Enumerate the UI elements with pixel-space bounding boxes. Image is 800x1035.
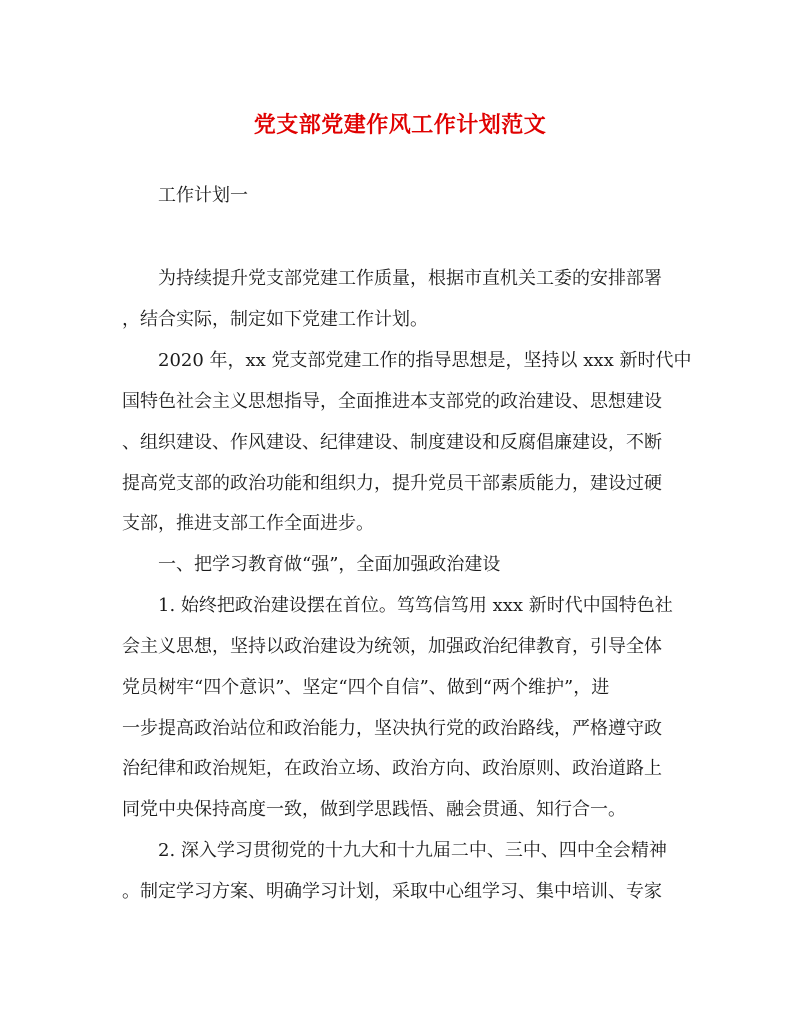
paragraph-line: ，结合实际，制定如下党建工作计划。 xyxy=(122,309,428,330)
document-title: 党支部党建作风工作计划范文 xyxy=(253,112,547,138)
section-heading: 一、把学习教育做“强”，全面加强政治建设 xyxy=(158,554,501,575)
paragraph-line: 2020 年，xx 党支部党建工作的指导思想是，坚持以 xxx 新时代中 xyxy=(158,350,692,371)
paragraph-line: 支部，推进支部工作全面进步。 xyxy=(122,513,374,534)
paragraph-line: 1. 始终把政治建设摆在首位。笃笃信笃用 xxx 新时代中国特色社 xyxy=(158,595,673,616)
paragraph-line: 会主义思想，坚持以政治建设为统领，加强政治纪律教育，引导全体 xyxy=(122,636,662,657)
paragraph-line: 治纪律和政治规矩，在政治立场、政治方向、政治原则、政治道路上 xyxy=(122,758,662,779)
paragraph-line: 党员树牢“四个意识”、坚定“四个自信”、做到“两个维护”，进 xyxy=(122,677,610,698)
paragraph-line: 2. 深入学习贯彻党的十九大和十九届二中、三中、四中全会精神 xyxy=(158,840,667,861)
paragraph-line: 。制定学习方案、明确学习计划，采取中心组学习、集中培训、专家 xyxy=(122,881,662,902)
paragraph-line: 、组织建设、作风建设、纪律建设、制度建设和反腐倡廉建设，不断 xyxy=(122,432,662,453)
paragraph-line: 国特色社会主义思想指导，全面推进本支部党的政治建设、思想建设 xyxy=(122,391,662,412)
paragraph-line: 为持续提升党支部党建工作质量，根据市直机关工委的安排部署 xyxy=(158,268,662,289)
paragraph-line: 同党中央保持高度一致，做到学思践悟、融会贯通、知行合一。 xyxy=(122,799,626,820)
paragraph-line: 一步提高政治站位和政治能力，坚决执行党的政治路线，严格遵守政 xyxy=(122,718,662,739)
paragraph-line: 提高党支部的政治功能和组织力，提升党员干部素质能力，建设过硬 xyxy=(122,473,662,494)
paragraph-line: 工作计划一 xyxy=(158,185,248,206)
